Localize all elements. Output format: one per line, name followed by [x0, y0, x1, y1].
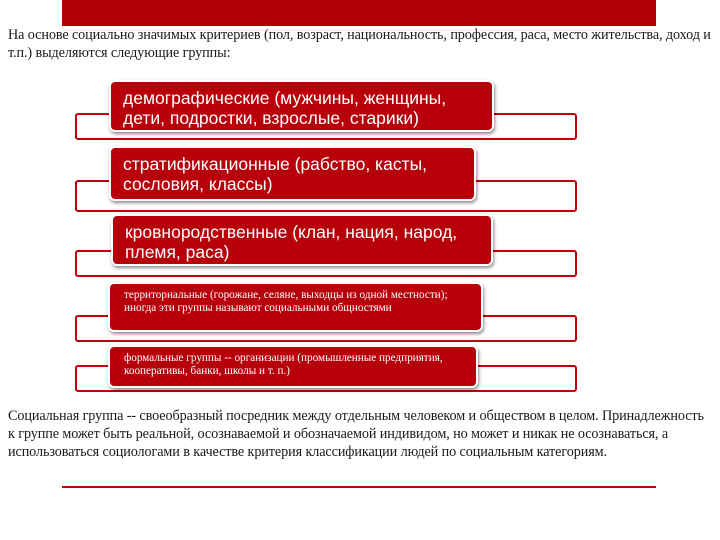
group-formal: формальные группы -- организации (промышленные предприятия, кооперативы, банки, школы и т. п.)	[108, 345, 478, 388]
group-stratification: стратификационные (рабство, касты, сословия, классы)	[109, 146, 476, 201]
group-demographic: демографические (мужчины, женщины, дети, подростки, взрослые, старики)	[109, 80, 494, 132]
outro-paragraph: Социальная группа -- своеобразный посредник между отдельным человеком и обществом в целом. Принадлежность к группе может быть реальной, осознаваемой и обозначаемой индивидом, но может и никак не осознаваться, а использоваться социологами в качестве критерия классификации людей по социальным категориям.	[8, 408, 704, 460]
group-kinship: кровнородственные (клан, нация, народ, племя, раса)	[111, 214, 493, 266]
intro-paragraph: На основе социально значимых критериев (пол, возраст, национальность, профессия, раса, место жительства, доход и т.п.) выделяются следующие группы:	[8, 27, 711, 61]
bottom-divider	[62, 486, 656, 488]
group-territorial: территориальные (горожане, селяне, выходцы из одной местности); иногда эти группы называют социальными общностями	[108, 282, 483, 332]
